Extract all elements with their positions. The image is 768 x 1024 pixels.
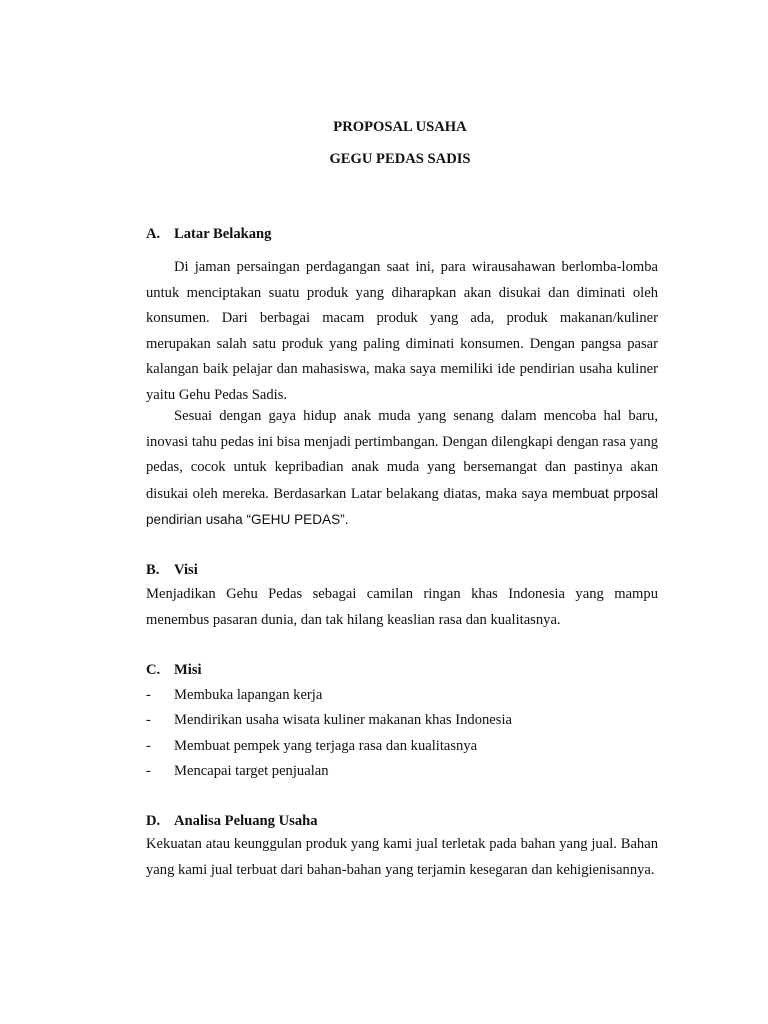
section-b-heading [146,562,198,579]
section-b-letter: B. [146,562,160,578]
misi-item-text: Mendirikan usaha wisata kuliner makanan khas Indonesia [174,712,512,728]
section-a-heading [146,226,271,243]
section-d-title: Analisa Peluang Usaha [174,813,318,829]
section-b-paragraph: Menjadikan Gehu Pedas sebagai camilan ringan khas Indonesia yang mampu menembus pasaran dunia, dan tak hilang keaslian rasa dan kualitasnya. [146,586,658,628]
misi-list-item [146,763,658,780]
section-a-paragraph-1: Di jaman persaingan perdagangan saat ini, para wirausahawan berlomba-lomba untuk menciptakan suatu produk yang diharapkan akan disukai dan diminati oleh konsumen. Dari berbagai macam produk yang ada, produk makanan/kuliner merupakan salah satu produk yang paling diminati konsumen. Dengan pangsa pasar kalangan baik pelajar dan mahasiswa, maka saya memiliki ide pendirian usaha kuliner yaitu Gehu Pedas Sadis. [146,259,658,403]
document-title: PROPOSAL USAHA [333,119,467,135]
section-d-heading [146,813,318,830]
section-b-title: Visi [174,562,198,578]
bullet-dash: - [146,738,151,754]
misi-list-item [146,687,658,704]
section-c-title: Misi [174,662,202,678]
misi-list-item [146,738,658,755]
section-a-letter: A. [146,226,161,242]
document-subtitle: GEGU PEDAS SADIS [329,151,471,167]
section-a-paragraph-2-main: Sesuai dengan gaya hidup anak muda yang senang dalam mencoba hal baru, inovasi tahu pedas ini bisa menjadi pertimbangan. Dengan dilengkapi dengan rasa yang pedas, cocok untuk kepribadian anak muda yang bersemangat dan pastinya akan disukai oleh mereka. Berdasarkan Latar belakang diatas, maka saya [146,408,658,502]
section-d-paragraph: Kekuatan atau keunggulan produk yang kami jual terletak pada bahan yang jual. Bahan yang kami jual terbuat dari bahan-bahan yang terjamin kesegaran dan kehigienisannya. [146,836,658,878]
section-c-heading [146,662,202,679]
section-d-letter: D. [146,813,161,829]
misi-item-text: Membuat pempek yang terjaga rasa dan kualitasnya [174,738,478,754]
misi-item-text: Membuka lapangan kerja [174,687,323,703]
section-a-paragraph-2 [146,404,658,534]
bullet-dash: - [146,763,151,779]
section-a-paragraph-2-tail: membuat prposal pendirian usaha “GEHU PEDAS”. [146,485,658,527]
bullet-dash: - [146,712,151,728]
section-a-title: Latar Belakang [174,226,272,242]
misi-item-text: Mencapai target penjualan [174,763,329,779]
section-c-letter: C. [146,662,161,678]
misi-list-item [146,712,658,729]
bullet-dash: - [146,687,151,703]
